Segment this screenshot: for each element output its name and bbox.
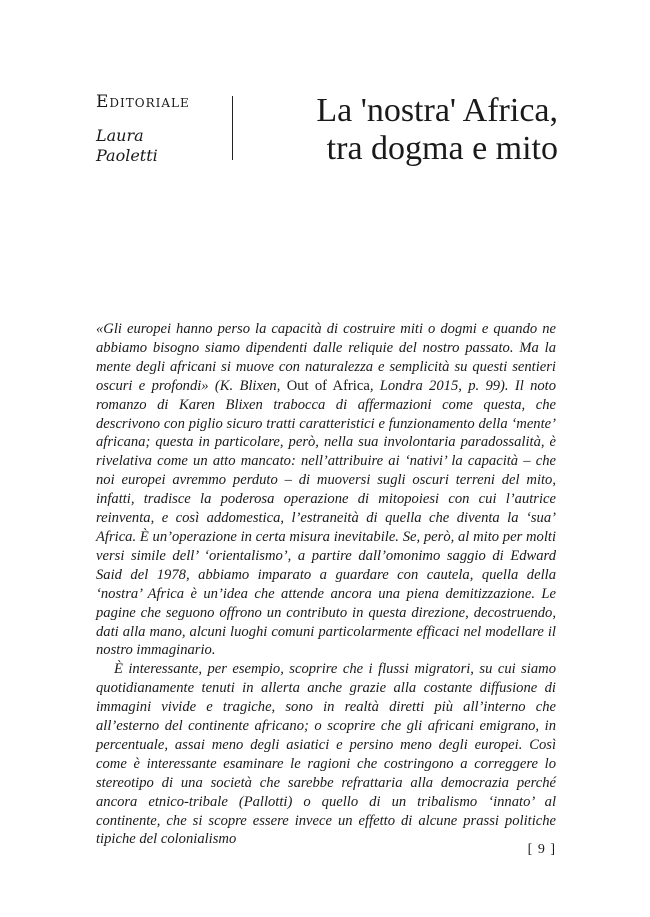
article-title xyxy=(246,92,558,168)
book-title: Out of Africa xyxy=(286,377,370,394)
article-body xyxy=(96,320,556,849)
page-number: [ 9 ] xyxy=(527,842,556,857)
paragraph-1-part-a: «Gli europei hanno perso la capacità di costruire miti o dogmi e quando ne abbiamo bisogno siamo dipendenti dalle reliquie del nostro passato. Ma la mente degli africani si muove con naturalezza e semplicità su questi sentieri oscuri e profondi» (K. Blixen, xyxy=(96,321,556,394)
paragraph-1-part-b: , Londra 2015, p. 99). Il noto romanzo di Karen Blixen trabocca di affermazioni come questa, che descrivono con piglio sicuro tratti caratteristici e funzionamento della ‘mente’ africana; questa in particolare, però, nella sua involontaria paradossalità, è rivelativa come un atto mancato: nell’attribuire ai ‘nativi’ la capacità – che noi europei avremmo perduto – di muoversi sugli oscuri terreni del mito, infatti, tradisce la poderosa operazione di mitopoiesi con cui l’autrice reinventa, e così addomestica, l’estraneità di quella che diventa la ‘sua’ Africa. È un’operazione in certa misura inevitabile. Se, però, al mito per molti versi simile dell’ ‘orientalismo’, a partire dall’omonimo saggio di Edward Said del 1978, abbiamo imparato a guardare con cautela, quella della ‘nostra’ Africa è un’idea che attende ancora una piena demitizzazione. Le pagine che seguono offrono un contributo in questa direzione, decostruendo, dati alla mano, alcuni luoghi comuni particolarmente efficaci nel modellare il nostro immaginario. xyxy=(96,377,557,659)
author-name xyxy=(96,126,158,166)
title-line-1: La 'nostra' Africa, xyxy=(316,92,558,129)
paragraph-1 xyxy=(96,320,556,660)
title-line-2: tra dogma e mito xyxy=(326,130,558,167)
author-last-name: Paoletti xyxy=(96,146,158,165)
paragraph-2: È interessante, per esempio, scoprire che i flussi migratori, su cui siamo quotidianamente tenuti in allerta anche grazie alla costante diffusione di immagini vivide e tragiche, sono in realtà diretti più all’interno che all’esterno del continente africano; o scoprire che gli africani emigrano, in percentuale, assai meno degli asiatici e persino meno degli europei. Così come è interessante esaminare le ragioni che costringono a correggere lo stereotipo di una società che sarebbe refrattaria alla democrazia perché ancora etnico-tribale (Pallotti) o quello di un tribalismo ‘innato’ al continente, che si scopre essere invece un effetto di alcune prassi politiche tipiche del colonialismo xyxy=(96,661,556,848)
author-first-name: Laura xyxy=(96,126,144,145)
article-header xyxy=(96,92,566,182)
header-divider xyxy=(232,96,233,160)
section-label: Editoriale xyxy=(96,92,190,112)
